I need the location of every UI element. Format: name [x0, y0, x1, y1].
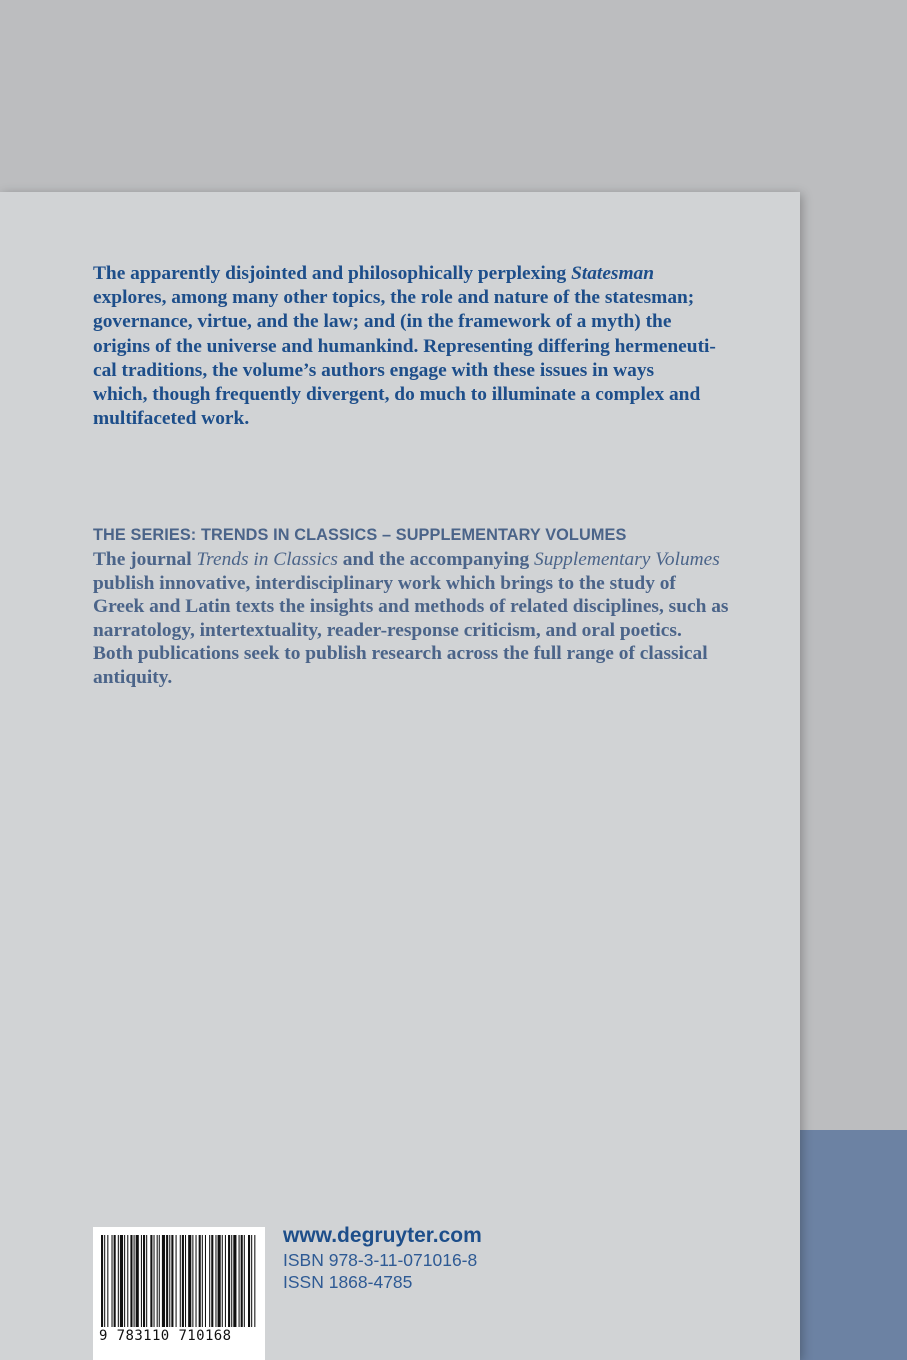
- barcode-bar: [251, 1235, 252, 1327]
- barcode-bar: [146, 1235, 147, 1327]
- blurb-line: explores, among many other topics, the role and nature of the statesman;: [93, 287, 695, 309]
- blurb-line: multifaceted work.: [93, 408, 250, 430]
- barcode-bar: [143, 1235, 145, 1327]
- barcode-bar: [180, 1235, 181, 1327]
- barcode-bar: [254, 1235, 255, 1327]
- barcode-bar: [188, 1235, 191, 1327]
- barcode-bar: [136, 1235, 139, 1327]
- barcode-bar: [104, 1235, 105, 1327]
- barcode-bar: [134, 1235, 135, 1327]
- barcode-bar: [162, 1235, 165, 1327]
- publisher-website[interactable]: www.degruyter.com: [283, 1224, 482, 1247]
- barcode-bar: [127, 1235, 128, 1327]
- series-line: Both publications seek to publish research across the full range of classical: [93, 643, 708, 664]
- barcode-bar: [159, 1235, 160, 1327]
- barcode-bar: [141, 1235, 142, 1327]
- blurb-line: governance, virtue, and the law; and (in the framework of a myth) the: [93, 311, 672, 333]
- barcode-bar: [107, 1235, 108, 1327]
- barcode-bar: [182, 1235, 184, 1327]
- barcode-digits: 9 783110 710168: [99, 1328, 232, 1344]
- barcode-bar: [225, 1235, 226, 1327]
- barcode-bar: [215, 1235, 216, 1327]
- barcode: [93, 1227, 265, 1360]
- barcode-bar: [157, 1235, 158, 1327]
- blurb-line: cal traditions, the volume’s authors engage with these issues in ways: [93, 359, 655, 381]
- barcode-bar: [205, 1235, 206, 1327]
- isbn: ISBN 978-3-11-071016-8: [283, 1250, 478, 1270]
- publisher-info: [283, 1223, 482, 1293]
- series-line: The journal Trends in Classics and the accompanying Supplementary Volumes: [93, 549, 720, 570]
- barcode-bar: [185, 1235, 186, 1327]
- series-heading: THE SERIES: TRENDS IN CLASSICS – SUPPLEMENTARY VOLUMES: [93, 526, 627, 544]
- barcode-bar: [196, 1235, 197, 1327]
- barcode-bar: [154, 1235, 155, 1327]
- barcode-bar: [239, 1235, 240, 1327]
- barcode-bar: [199, 1235, 201, 1327]
- book-title: Statesman: [571, 263, 655, 284]
- barcode-bar: [171, 1235, 173, 1327]
- book-description: [93, 262, 733, 431]
- barcode-bar: [244, 1235, 245, 1327]
- barcode-bar: [209, 1235, 210, 1327]
- barcode-bar: [218, 1235, 221, 1327]
- accent-band: [800, 1130, 907, 1360]
- series-line: Greek and Latin texts the insights and methods of related disciplines, such as: [93, 596, 729, 617]
- series-description: [93, 548, 753, 689]
- barcode-bar: [124, 1235, 125, 1327]
- journal-title: Trends in Classics: [196, 549, 338, 570]
- supplement-title: Supplementary Volumes: [534, 549, 720, 570]
- barcode-bar: [120, 1235, 123, 1327]
- barcode-bar: [241, 1235, 243, 1327]
- barcode-bar: [114, 1235, 116, 1327]
- series-line: narratology, intertextuality, reader-response criticism, and oral poetics.: [93, 619, 682, 641]
- series-line: antiquity.: [93, 666, 173, 688]
- barcode-bar: [118, 1235, 119, 1327]
- barcode-bar: [169, 1235, 170, 1327]
- blurb-line: origins of the universe and humankind. Representing differing hermeneuti-: [93, 335, 716, 357]
- barcode-bars: [101, 1235, 257, 1327]
- series-line: publish innovative, interdisciplinary work which brings to the study of: [93, 572, 676, 594]
- barcode-bar: [192, 1235, 193, 1327]
- barcode-bar: [233, 1235, 236, 1327]
- barcode-bar: [211, 1235, 213, 1327]
- barcode-bar: [150, 1235, 152, 1327]
- issn: ISSN 1868-4785: [283, 1272, 413, 1292]
- blurb-line: which, though frequently divergent, do much to illuminate a complex and: [93, 384, 701, 406]
- barcode-bar: [231, 1235, 232, 1327]
- barcode-bar: [222, 1235, 223, 1327]
- barcode-bar: [202, 1235, 203, 1327]
- blurb-line: The apparently disjointed and philosophically perplexing Statesman: [93, 263, 655, 284]
- barcode-bar: [248, 1235, 250, 1327]
- barcode-bar: [130, 1235, 132, 1327]
- barcode-bar: [166, 1235, 168, 1327]
- barcode-bar: [112, 1235, 113, 1327]
- barcode-bar: [101, 1235, 103, 1327]
- barcode-bar: [176, 1235, 177, 1327]
- barcode-bar: [228, 1235, 230, 1327]
